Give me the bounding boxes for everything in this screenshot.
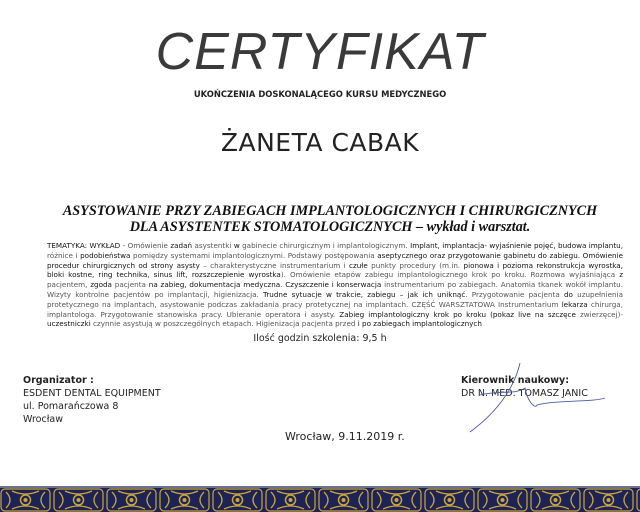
description-segment: gabinecie chirurgicznym i implantologicznym. bbox=[239, 241, 411, 250]
description-segment: pionowa i pozioma rekonstrukcja wyrostka, bloki kostne, ring technika, sinus lift, rozszczepienie wyrostka bbox=[47, 260, 623, 280]
certificate-title: CERTYFIKAT bbox=[155, 23, 485, 81]
ornament-tile bbox=[583, 488, 634, 512]
description-segment: asystentki bbox=[192, 241, 234, 250]
description-segment: pacjentem, bbox=[47, 280, 91, 290]
description-segment: Zabieg implantologiczny krok po kroku (pokaz live na szczęce bbox=[339, 309, 576, 319]
ornament-tile bbox=[530, 488, 581, 512]
training-hours: Ilość godzin szkolenia: 9,5 h bbox=[253, 333, 387, 344]
course-description bbox=[47, 241, 623, 329]
ornament-tile bbox=[212, 488, 263, 512]
course-title-line2: DLA ASYSTENTEK STOMATOLOGICZNYCH – wykład i warsztat. bbox=[129, 219, 531, 235]
organizer-heading: Organizator : bbox=[23, 375, 94, 386]
description-segment: punkty procedury (m.in. bbox=[367, 260, 464, 270]
course-title-line1: ASYSTOWANIE PRZY ZABIEGACH IMPLANTOLOGICZNYCH I CHIRURGICZNYCH bbox=[62, 203, 598, 219]
description-segment: zwierzęcej)- bbox=[575, 309, 623, 319]
ornament-tile bbox=[265, 488, 316, 512]
description-segment: zgoda bbox=[90, 280, 112, 290]
ornament-tile bbox=[106, 488, 157, 512]
ornament-tile bbox=[318, 488, 369, 512]
course-title bbox=[20, 203, 640, 235]
description-segment: instrumentarium po zabiegach. Anatomia tkanek wokół implantu. Wizyty kontrolne pacjentów po implantacji, higienizacja. bbox=[47, 280, 623, 299]
description-segment: ). Omówienie etapów zabiegu implantologicznego krok po kroku. Rozmowa wyjaśniająca bbox=[280, 270, 620, 280]
description-segment: CZĘŚĆ WARSZTATOWA bbox=[411, 299, 495, 309]
description-segment: . Przygotowanie pacjenta bbox=[465, 289, 564, 299]
description-segment: uzupełnienia protetycznego na implantach, asystowanie podczas zakładania pracy protetycznej na implantach. bbox=[47, 289, 623, 309]
description-segment: różnice i bbox=[47, 250, 81, 260]
description-segment: na zabieg, dokumentacja medyczna. Czyszczenie i konserwacja bbox=[148, 280, 382, 290]
description-segment: aseptycznego oraz przygotowanie gabinetu do zabiegu. Omówienie procedur chirurgicznych od strony asysty bbox=[47, 250, 623, 270]
description-segment: pacjenta bbox=[111, 280, 149, 290]
ornament-tile bbox=[159, 488, 210, 512]
description-segment: TEMATYKA: WYKŁAD bbox=[47, 241, 121, 250]
description-segment: i po zabiegach implantologicznych bbox=[357, 319, 482, 329]
issue-date: Wrocław, 9.11.2019 r. bbox=[285, 430, 405, 443]
description-segment: z bbox=[619, 270, 623, 280]
description-segment: Instrumentarium bbox=[494, 299, 562, 309]
description-segment: czułe bbox=[349, 260, 368, 270]
ornament-tile bbox=[636, 488, 640, 512]
description-segment: - Omówienie bbox=[120, 241, 171, 250]
certificate-subtitle: UKOŃCZENIA DOSKONALĄCEGO KURSU MEDYCZNEGO bbox=[193, 89, 447, 99]
supervisor-heading: Kierownik naukowy: bbox=[461, 375, 569, 386]
description-segment: zadań bbox=[170, 241, 193, 250]
ornament-tile bbox=[477, 488, 528, 512]
supervisor-name: DR N. MED. TOMASZ JANIC bbox=[461, 388, 588, 399]
organizer-street: ul. Pomarańczowa 8 bbox=[23, 401, 119, 412]
description-segment: do bbox=[563, 289, 573, 299]
organizer-city: Wrocław bbox=[23, 414, 63, 425]
ornament-tile bbox=[0, 488, 51, 512]
description-segment: lekarza bbox=[561, 299, 588, 309]
description-segment: – charakterystyczne instrumentarium i bbox=[199, 260, 350, 270]
description-segment: podobieństwa bbox=[80, 250, 131, 260]
ornament-tile bbox=[53, 488, 104, 512]
organizer-block bbox=[23, 374, 161, 426]
description-segment: w bbox=[233, 241, 240, 250]
description-segment: uczestniczki bbox=[47, 319, 91, 329]
ornament-tile bbox=[371, 488, 422, 512]
organizer-name: ESDENT DENTAL EQUIPMENT bbox=[23, 388, 161, 399]
description-segment: Trudne sytuacje w trakcie, zabiegu – jak ich uniknąć bbox=[263, 289, 466, 299]
ornament-tile bbox=[424, 488, 475, 512]
description-segment: czynnie asystują w poszczególnych etapach. Higienizacja pacjenta przed bbox=[90, 319, 358, 329]
ornamental-border bbox=[0, 486, 640, 512]
description-segment: chirurga, implantologa. Przygotowanie stanowiska pracy. Ubieranie operatora i asysty. bbox=[47, 299, 623, 319]
description-segment: pomiędzy systemami implantologicznymi. Podstawy postępowania bbox=[130, 250, 378, 260]
description-segment: Implant, implantacja- wyjaśnienie pojęć, budowa implantu, bbox=[410, 241, 623, 250]
recipient-name: ŻANETA CABAK bbox=[220, 128, 420, 157]
signature bbox=[455, 360, 615, 440]
